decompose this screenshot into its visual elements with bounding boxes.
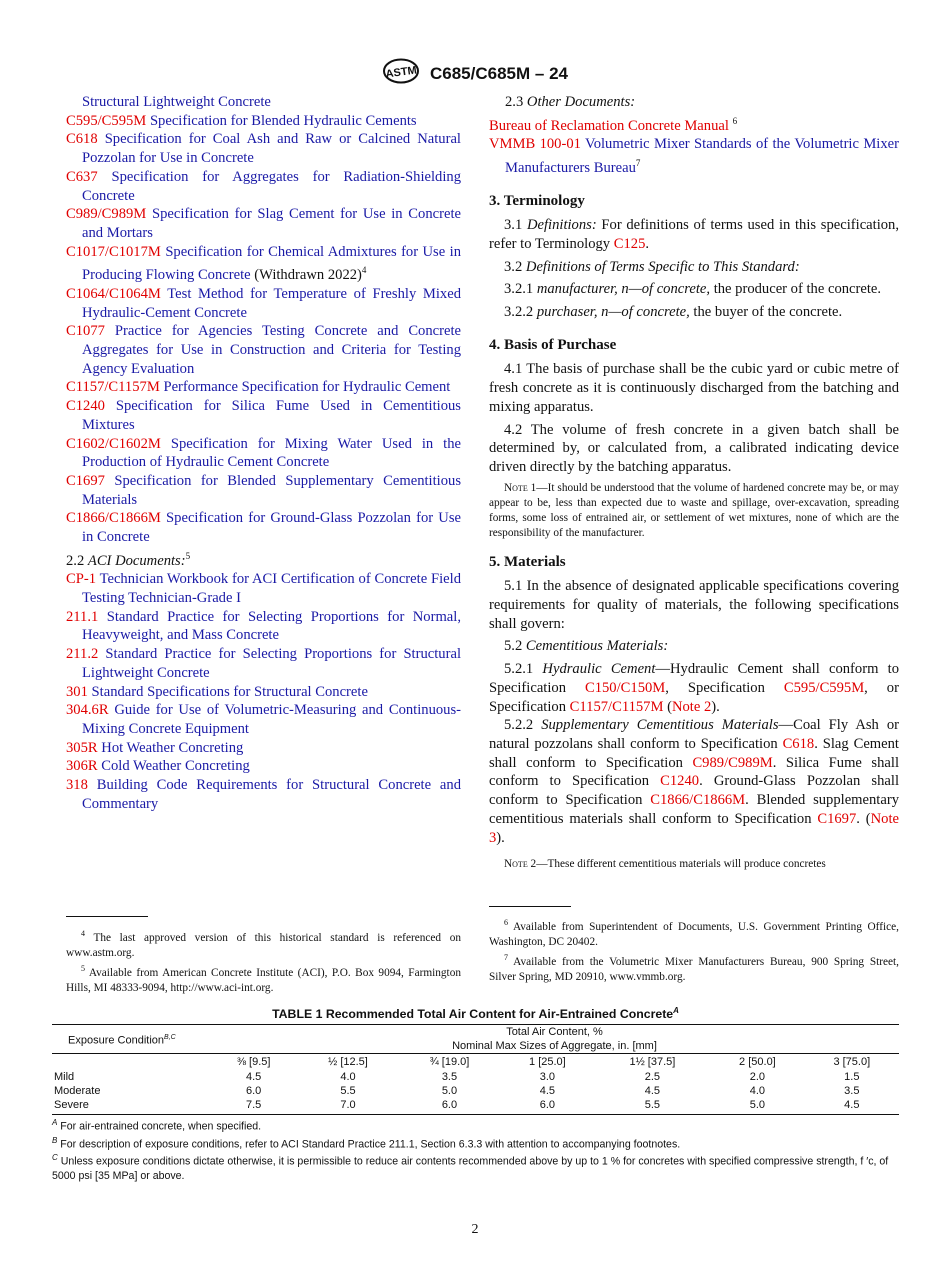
air-content-table [52,1024,899,1112]
link-note-3[interactable]: Note 3 [489,810,899,846]
footnote-7: $^7$ Available from the Volumetric Mixer Manufacturers Bureau, 900 Spring Street, Silver Spring, MD 20910, www.vmmb.org. [489,952,900,983]
size-header-cell: 1½ [37.5] [629,1056,676,1069]
value-cell: 7.5 [245,1099,262,1112]
aci-heading: 2.2 ACI Documents:$^5$ [66,550,191,569]
svg-text:ASTM: ASTM [384,64,418,81]
reference-code-link[interactable]: C1697 [66,472,105,489]
reference-item [66,130,461,167]
reference-item [66,701,461,738]
section-3-heading: 3. Terminology [489,192,585,209]
reference-item [66,608,461,645]
value-cell: 7.0 [340,1099,356,1112]
size-header-cell: 3 [75.0] [833,1056,871,1069]
reference-code-link[interactable]: C1157/C1157M [66,379,160,396]
reference-item [66,570,461,607]
reference-title-link[interactable]: Practice for Agencies Testing Concrete and Concrete Aggregates for Use in Construction and Criteria for Testing Agency Evaluation [82,323,461,377]
reference-code-link[interactable]: C1077 [66,323,105,340]
reference-code-link[interactable]: CP-1 [66,571,97,588]
table-footnote [52,1151,899,1183]
condition-cell: Severe [54,1099,89,1112]
table-row [52,1070,899,1084]
reference-code-link[interactable]: Bureau of Reclamation Concrete Manual [489,117,729,134]
value-cell: 5.5 [340,1085,356,1098]
table-footnotes [52,1114,899,1183]
value-cell: 6.0 [539,1099,556,1112]
reference-item [66,683,461,702]
footnotes-left [66,926,461,996]
page-number: 2 [471,1222,479,1237]
reference-code-link[interactable]: 304.6R [66,702,109,719]
link-c1157[interactable]: C1157/C1157M [569,698,664,715]
page-header [0,58,950,89]
link-note-2[interactable]: Note 2 [671,698,712,715]
other-reference-list [489,112,899,178]
footnote-marker: 6 [732,115,738,126]
reference-item [66,378,461,397]
reference-code-link[interactable]: 301 [66,683,88,700]
reference-item [66,205,461,242]
value-cell: 4.5 [539,1085,556,1098]
reference-code-link[interactable]: C1866/C1866M [66,510,161,527]
reference-item [66,397,461,434]
value-cell: 2.5 [644,1071,661,1084]
value-cell: 4.5 [644,1085,661,1098]
value-cell: 3.5 [441,1071,458,1084]
reference-title-link[interactable]: Performance Specification for Hydraulic Cement [163,379,451,396]
table-footnote [52,1134,899,1152]
reference-item [66,168,461,205]
reference-code-link[interactable]: 306R [66,758,98,775]
value-cell: 4.0 [340,1071,356,1084]
reference-item [66,739,461,758]
reference-item [66,322,461,378]
reference-title-link[interactable]: Cold Weather Concreting [101,758,250,775]
total-air-header: Total Air Content, % [506,1026,603,1039]
link-c618[interactable]: C618 [782,736,815,752]
value-cell: 5.0 [749,1099,766,1112]
size-header-cell: ¾ [19.0] [429,1056,470,1069]
value-cell: 5.5 [644,1099,661,1112]
reference-item [66,243,461,285]
reference-title-link[interactable]: Specification for Aggregates for Radiation-Shielding Concrete [82,168,461,204]
reference-title-link[interactable]: Specification for Blended Supplementary Cementitious Materials [82,472,461,508]
reference-code-link[interactable]: C1240 [66,398,105,415]
size-header-cell: ½ [12.5] [328,1056,368,1069]
reference-item [66,472,461,509]
reference-code-link[interactable]: C618 [66,131,98,148]
link-c595[interactable]: C595/C595M [783,679,865,696]
reference-title-link[interactable]: Standard Specifications for Structural Concrete [91,683,368,700]
reference-title-link[interactable]: Test Method for Temperature of Freshly Mixed Hydraulic-Cement Concrete [82,285,461,321]
table-1 [52,1006,899,1183]
right-column [489,93,899,884]
para-5-2-1: 5.2.1 Hydraulic Cement—Hydraulic Cement shall conform to Specification C150/C150M, Specification C595/C595M, or Specification C1157/C1157M (Note 2). [489,661,899,715]
reference-title-link[interactable]: Structural Lightweight Concrete [82,94,271,110]
value-cell: 1.5 [844,1071,860,1084]
reference-title-link[interactable]: Technician Workbook for ACI Certification of Concrete Field Testing Technician-Grade I [82,571,461,606]
reference-title-link[interactable]: Guide for Use of Volumetric-Measuring and Continuous-Mixing Concrete Equipment [82,702,461,737]
reference-title-link[interactable]: Specification for Coal Ash and Raw or Calcined Natural Pozzolan for Use in Concrete [82,131,461,167]
para-3-2: 3.2 Definitions of Terms Specific to This Standard: [504,258,800,275]
astm-reference-list [66,93,461,547]
reference-title-link[interactable]: Specification for Slag Cement for Use in Concrete and Mortars [82,206,461,241]
reference-item [66,112,461,131]
para-5-1: 5.1 In the absence of designated applicable specifications covering requirements for quality of materials, the following specifications shall govern: [489,578,899,632]
other-docs-heading: 2.3 Other Documents: [505,94,636,110]
reference-title-link[interactable]: Building Code Requirements for Structural Concrete and Commentary [82,777,461,812]
reference-title-link[interactable]: Specification for Silica Fume Used in Cementitious Mixtures [82,398,461,433]
reference-title-link[interactable]: Standard Practice for Selecting Proportions for Structural Lightweight Concrete [82,646,461,681]
link-c150[interactable]: C150/C150M [584,679,666,696]
value-cell: 4.5 [245,1071,262,1084]
footnote-marker: 4 [361,265,367,276]
link-c1866[interactable]: C1866/C1866M [650,792,746,809]
reference-item [66,435,461,472]
footnote-rule-left [66,916,148,917]
value-cell: 6.0 [245,1085,262,1098]
footnote-marker: 7 [635,157,641,168]
size-header-cell: 1 [25.0] [529,1056,566,1069]
table-row [52,1098,899,1112]
exposure-condition-header: Exposure Condition$^{B,C}$ [68,1033,176,1047]
table-footnote-text: Unless exposure conditions dictate otherwise, it is permissible to reduce air contents recommended above by up to 1 % for concretes with specified compressive strength, f ′c, of 5000 psi [35 MPa] or above. [52,1155,889,1182]
table-row [52,1084,899,1098]
size-header-cell: ⅜ [9.5] [236,1056,271,1069]
value-cell: 6.0 [441,1099,458,1112]
reference-item [66,757,461,776]
reference-title-link[interactable]: Specification for Ground-Glass Pozzolan for Use in Concrete [82,510,461,546]
para-3-2-2: 3.2.2 purchaser, n—of concrete, the buyer of the concrete. [504,304,843,321]
link-c989[interactable]: C989/C989M [692,754,773,771]
footnote-rule-right [489,906,571,907]
reference-code-link[interactable]: 211.2 [66,646,99,663]
value-cell: 3.0 [539,1071,556,1084]
reference-item [66,645,461,682]
table-footnote-mark: C [52,1153,58,1163]
reference-code-link[interactable]: 305R [66,739,98,756]
reference-title-link[interactable]: Specification for Blended Hydraulic Cements [149,112,417,129]
reference-item [66,776,461,813]
para-3-2-1: 3.2.1 manufacturer, n—of concrete, the producer of the concrete. [504,281,882,298]
link-c125[interactable]: C125 [613,235,646,252]
reference-code-link[interactable]: VMMB 100-01 [489,136,581,153]
footnote-5: $^5$ Available from American Concrete Institute (ACI), P.O. Box 9094, Farmington Hills, MI 48333-9094, http://www.aci-int.org. [66,963,461,994]
para-4-2: 4.2 The volume of fresh concrete in a given batch shall be determined by, or calculated from, a calibrated indicating device driven directly by the batching apparatus. [489,421,899,475]
value-cell: 3.5 [844,1085,860,1098]
reference-item [66,285,461,322]
reference-code-link[interactable]: C1064/C1064M [66,285,161,302]
reference-title-link[interactable]: Volumetric Mixer Standards of the Volumetric Mixer Manufacturers Bureau [505,136,899,176]
para-5-2-2: 5.2.2 Supplementary Cementitious Materials—Coal Fly Ash or natural pozzolans shall conform to Specification C618. Slag Cement shall conform to Specification C989/C989M. Silica Fume shall conform to Specification C1240. Ground-Glass Pozzolan shall conform to Specification C1866/C1866M. Blended supplementary cementitious materials shall conform to Specification C1697. (Note 3). [489,717,899,846]
reference-item [489,112,899,136]
reference-code-link[interactable]: C1602/C1602M [66,435,161,452]
table-footnote-text: For description of exposure conditions, refer to ACI Standard Practice 211.1, Section 6.3.3 with attention to accompanying footnotes. [57,1138,681,1151]
section-5-heading: 5. Materials [489,553,566,570]
section-4-heading: 4. Basis of Purchase [489,336,617,353]
reference-code-link[interactable]: C989/C989M [66,206,147,223]
table-footnote-mark: A [52,1118,58,1128]
reference-title-link[interactable]: Standard Practice for Selecting Proportions for Normal, Heavyweight, and Mass Concrete [82,608,461,644]
para-5-2: 5.2 Cementitious Materials: [504,638,669,655]
value-cell: 5.0 [441,1085,458,1098]
link-c1240[interactable]: C1240 [660,773,700,790]
table-footnote [52,1116,899,1134]
footnote-6: $^6$ Available from Superintendent of Documents, U.S. Government Printing Office, Washington, DC 20402. [489,918,899,948]
note-1: Note 1—It should be understood that the volume of hardened concrete may be, or may appear to be, less than expected due to waste and spillage, over-excavation, spreading forms, some loss of entrained air, or settlement of wet mixtures, none of which are the responsibility of the manufacturer. [489,481,900,539]
value-cell: 2.0 [749,1071,766,1084]
nominal-size-header: Nominal Max Sizes of Aggregate, in. [mm] [452,1040,657,1053]
value-cell: 4.0 [749,1085,766,1098]
aci-reference-list [66,570,461,813]
reference-code-link[interactable]: C595/C595M [66,112,147,129]
left-column [66,93,461,813]
reference-code-link[interactable]: 318 [66,777,88,794]
reference-title-link[interactable]: Specification for Chemical Admixtures for Use in Producing Flowing Concrete [82,243,461,284]
value-cell: 4.5 [844,1099,860,1112]
footnotes-right [489,915,899,985]
reference-title-link[interactable]: Specification for Mixing Water Used in the Production of Hydraulic Cement Concrete [82,435,461,471]
condition-cell: Mild [54,1071,75,1084]
reference-code-link[interactable]: C1017/C1017M [66,243,161,260]
reference-item [66,93,461,112]
reference-code-link[interactable]: 211.1 [66,608,99,625]
size-header-cell: 2 [50.0] [739,1056,776,1069]
size-header-row [52,1054,899,1071]
para-4-1: 4.1 The basis of purchase shall be the cubic yard or cubic metre of fresh concrete as it is continuously discharged from the batching and mixing apparatus. [489,361,899,415]
para-3-1: 3.1 Definitions: For definitions of terms used in this specification, refer to Terminology C125. [489,217,900,252]
table-footnote-text: For air-entrained concrete, when specified. [57,1120,262,1133]
link-c1697[interactable]: C1697 [817,810,857,827]
reference-code-link[interactable]: C637 [66,168,98,185]
footnote-4: $^4$ The last approved version of this historical standard is referenced on www.astm.org. [66,929,461,959]
reference-suffix: (Withdrawn 2022) [250,267,362,284]
reference-item [66,509,461,546]
note-2: Note 2—These different cementitious materials will produce concretes [504,858,826,871]
reference-item [489,135,899,177]
standard-designation: C685/C685M – 24 [430,63,568,83]
condition-cell: Moderate [54,1085,101,1098]
table-footnote-mark: B [52,1135,58,1145]
reference-title-link[interactable]: Hot Weather Concreting [101,739,244,756]
astm-logo [382,58,420,89]
table-caption: TABLE 1 Recommended Total Air Content for Air-Entrained Concrete$^A$ [272,1006,679,1022]
